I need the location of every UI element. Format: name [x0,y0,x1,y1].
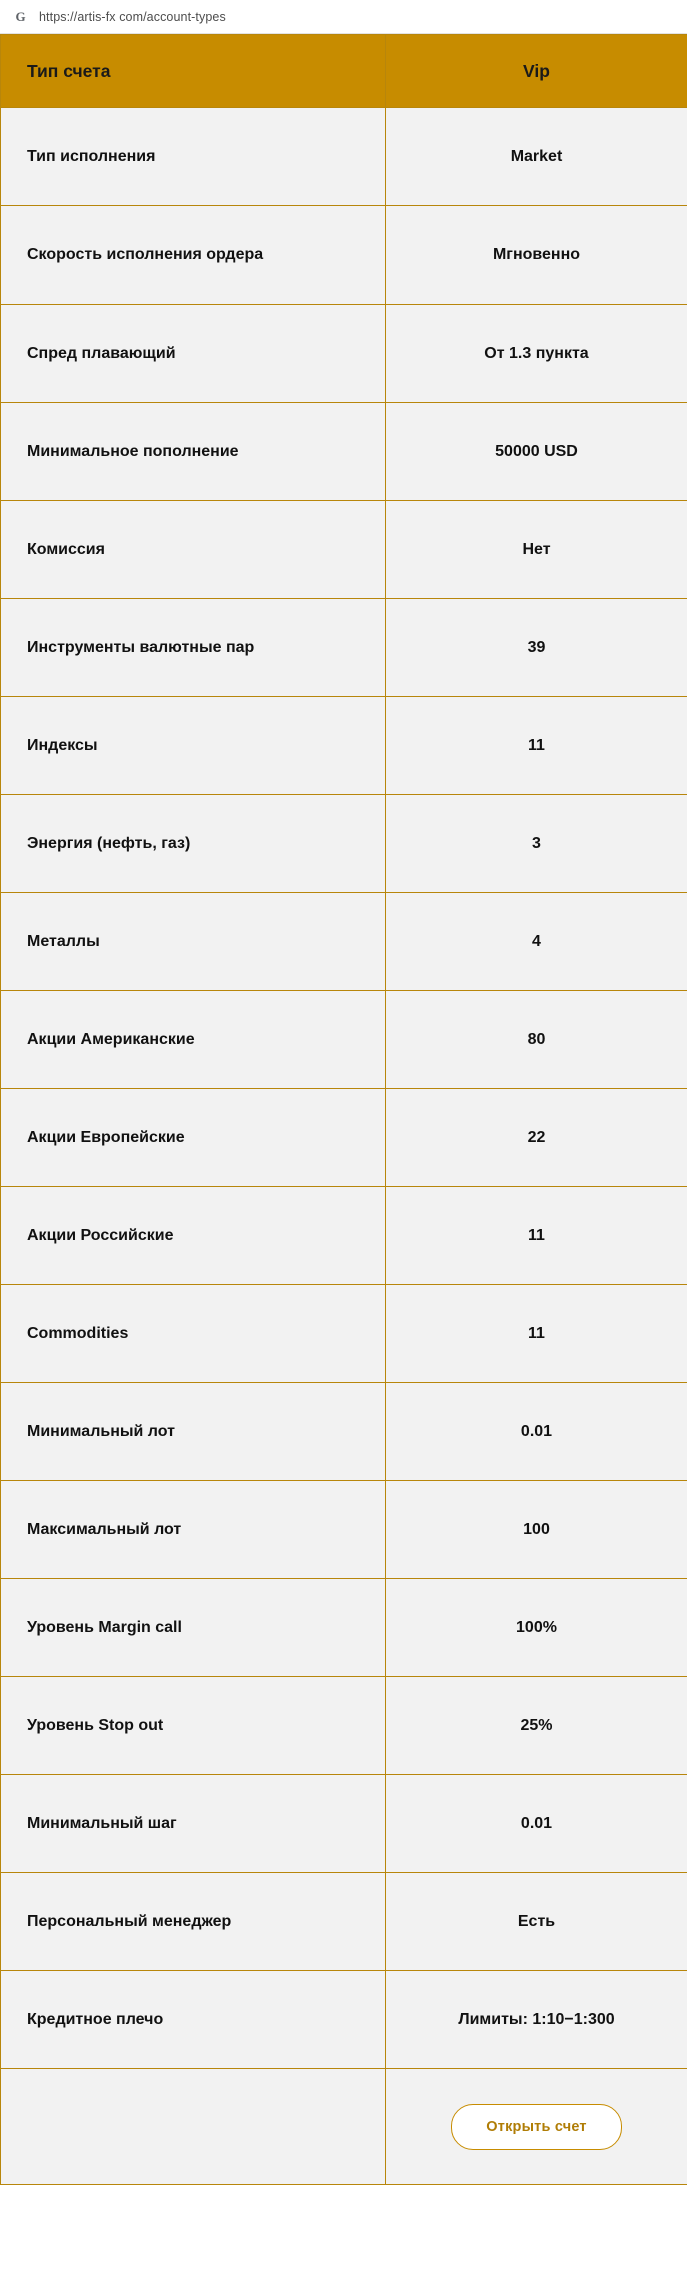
row-label: Уровень Margin call [1,1579,386,1677]
table-row [1,1579,687,1677]
column-header-vip: Vip [386,35,687,108]
row-label: Акции Европейские [1,1089,386,1187]
row-value: 11 [386,1187,687,1285]
table-row [1,893,687,991]
table-row [1,991,687,1089]
row-value: 22 [386,1089,687,1187]
row-label: Персональный менеджер [1,1873,386,1971]
account-types-table-container [0,34,687,2185]
row-value: 25% [386,1677,687,1775]
row-label: Уровень Stop out [1,1677,386,1775]
google-g-icon: G [15,8,26,24]
table-row [1,403,687,501]
row-value: Мгновенно [386,206,687,305]
table-body [1,108,687,2185]
row-label: Commodities [1,1285,386,1383]
table-row [1,1677,687,1775]
table-row [1,1089,687,1187]
table-row-cta [1,2069,687,2185]
row-value: Market [386,108,687,206]
row-value: 100 [386,1481,687,1579]
table-row [1,1775,687,1873]
table-row [1,108,687,206]
table-header-row [1,35,687,108]
row-label: Тип исполнения [1,108,386,206]
row-value: 80 [386,991,687,1089]
row-value: 50000 USD [386,403,687,501]
row-label: Металлы [1,893,386,991]
table-head [1,35,687,108]
row-value: 3 [386,795,687,893]
table-row [1,1873,687,1971]
row-label: Акции Американские [1,991,386,1089]
open-account-button[interactable]: Открыть счет [451,2104,621,2150]
row-value: Есть [386,1873,687,1971]
table-row [1,501,687,599]
row-value: Лимиты: 1:10−1:300 [386,1971,687,2069]
row-value: Нет [386,501,687,599]
table-row [1,1285,687,1383]
row-value: От 1.3 пункта [386,305,687,403]
account-types-table [0,34,687,2185]
cta-cell [386,2069,687,2185]
row-label: Скорость исполнения ордера [1,206,386,305]
row-label: Минимальный шаг [1,1775,386,1873]
table-row [1,1971,687,2069]
row-label: Минимальное пополнение [1,403,386,501]
cta-empty-cell [1,2069,386,2185]
column-header-account-type: Тип счета [1,35,386,108]
table-row [1,1187,687,1285]
row-label: Индексы [1,697,386,795]
table-row [1,206,687,305]
row-label: Спред плавающий [1,305,386,403]
row-label: Максимальный лот [1,1481,386,1579]
row-label: Энергия (нефть, газ) [1,795,386,893]
table-row [1,599,687,697]
table-row [1,697,687,795]
row-label: Инструменты валютные пар [1,599,386,697]
row-value: 11 [386,697,687,795]
row-label: Кредитное плечо [1,1971,386,2069]
row-label: Комиссия [1,501,386,599]
table-row [1,795,687,893]
table-row [1,1383,687,1481]
row-value: 4 [386,893,687,991]
table-row [1,1481,687,1579]
row-label: Акции Российские [1,1187,386,1285]
row-value: 0.01 [386,1775,687,1873]
row-value: 100% [386,1579,687,1677]
table-row [1,305,687,403]
row-value: 39 [386,599,687,697]
browser-url-bar[interactable] [0,0,687,34]
row-value: 0.01 [386,1383,687,1481]
row-label: Минимальный лот [1,1383,386,1481]
url-text[interactable]: https://artis-fx com/account-types [39,9,226,24]
row-value: 11 [386,1285,687,1383]
